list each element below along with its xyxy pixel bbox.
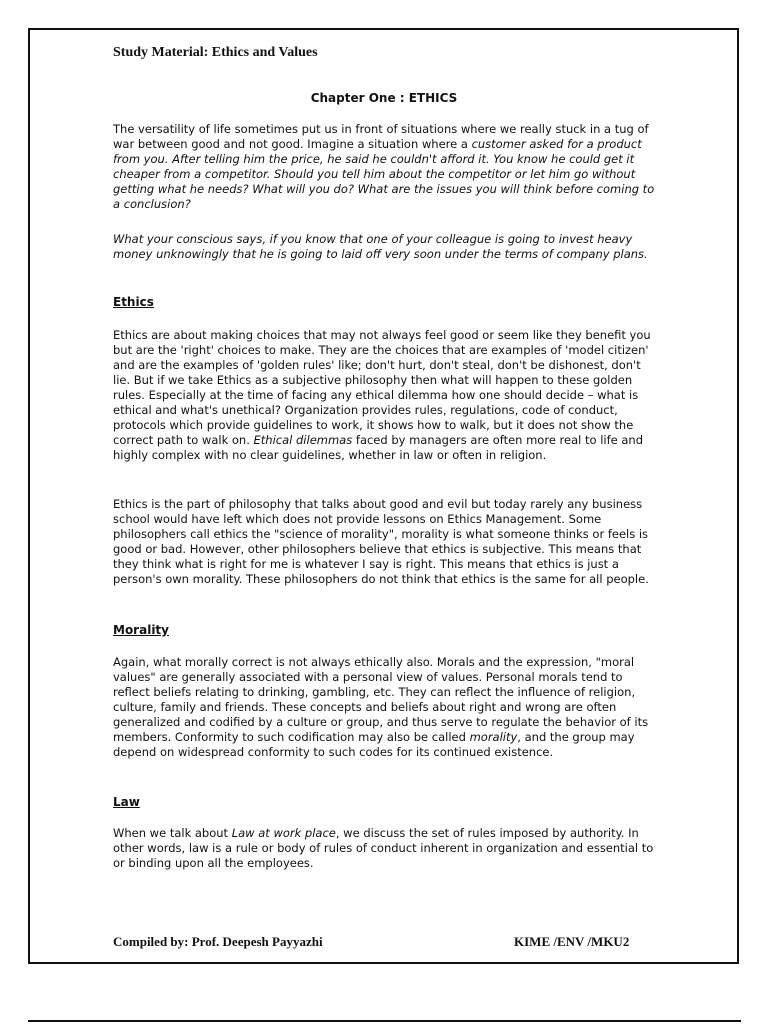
ethics-text-plain-2: faced by managers are often more real to life and highly complex with no clear guidelines, whether in law or often in religion. xyxy=(113,433,643,462)
chapter-title-text: Chapter One : ETHICS xyxy=(310,91,458,105)
footer-document-code: KIME /ENV /MKU2 xyxy=(514,934,630,949)
intro-paragraph-1 xyxy=(113,122,661,212)
chapter-title xyxy=(0,91,768,105)
ethics-paragraph-2: Ethics is the part of philosophy that talks about good and evil but today rarely any business school would have left which does not provide lessons on Ethics Management. Some philosophers call ethics the "science of morality", morality is what someone thinks or feels is good or bad. However, other philosophers believe that ethics is subjective. This means that they think what is right for me is whatever I say is right. This means that ethics is just a person's own morality. These philosophers do not think that ethics is the same for all people. xyxy=(113,497,649,586)
intro-text-plain: The versatility of life sometimes put us in front of situations where we really stuck in a tug of war between good and not good. Imagine a situation where a xyxy=(113,122,649,151)
heading-ethics: Ethics xyxy=(113,295,154,309)
ethics-text-italic: Ethical dilemmas xyxy=(253,433,353,447)
law-text-plain: When we talk about xyxy=(113,826,232,840)
intro-text-italic: customer asked for a product from you. After telling him the price, he said he couldn't afford it. You know he could get it cheaper from a competitor. Should you tell him about the competitor or let him go without getting what he needs? What will you do? What are the issues you will think before coming to a conclusion? xyxy=(113,137,655,211)
morality-text-plain: Again, what morally correct is not always ethically also. Morals and the expression, "moral values" are generally associated with a personal view of values. Personal morals tend to reflect beliefs relating to drinking, gambling, etc. They can reflect the influence of religion, culture, family and friends. These concepts and beliefs about right and wrong are often generalized and codified by a culture or group, and thus serve to regulate the behavior of its members. Conformity to such codification may also be called xyxy=(113,655,649,744)
morality-text-italic: morality xyxy=(469,730,518,744)
law-paragraph xyxy=(113,826,661,871)
ethics-paragraph-1 xyxy=(113,328,661,463)
ethics-text-plain: Ethics are about making choices that may not always feel good or seem like they benefit you but are the 'right' choices to make. They are the choices that are examples of 'model citizen' and are the examples of 'golden rules' like; don't hurt, don't steal, don't be dishonest, don't lie. But if we take Ethics as a subjective philosophy then what will happen to these golden rules. Especially at the time of facing any ethical dilemma how one should decide – what is ethical and what's unethical? Organization provides rules, regulations, code of conduct, protocols which provide guidelines to work, it shows how to walk, but it does not show the correct path to walk on. xyxy=(113,328,651,447)
next-page-rule xyxy=(28,1020,741,1022)
document-header: Study Material: Ethics and Values xyxy=(113,45,318,60)
footer-compiled-by: Compiled by: Prof. Deepesh Payyazhi xyxy=(113,934,323,949)
morality-paragraph xyxy=(113,655,661,760)
morality-text-plain-2: , and the group may depend on widespread conformity to such codes for its continued existence. xyxy=(113,730,635,759)
heading-morality: Morality xyxy=(113,623,169,637)
law-text-plain-2: , we discuss the set of rules imposed by authority. In other words, law is a rule or body of rules of conduct inherent in organization and essential to or binding upon all the employees. xyxy=(113,826,654,870)
heading-law: Law xyxy=(113,795,140,809)
law-text-italic: Law at work place xyxy=(231,826,336,840)
intro-paragraph-2: What your conscious says, if you know that one of your colleague is going to invest heavy money unknowingly that he is going to laid off very soon under the terms of company plans. xyxy=(113,232,648,261)
